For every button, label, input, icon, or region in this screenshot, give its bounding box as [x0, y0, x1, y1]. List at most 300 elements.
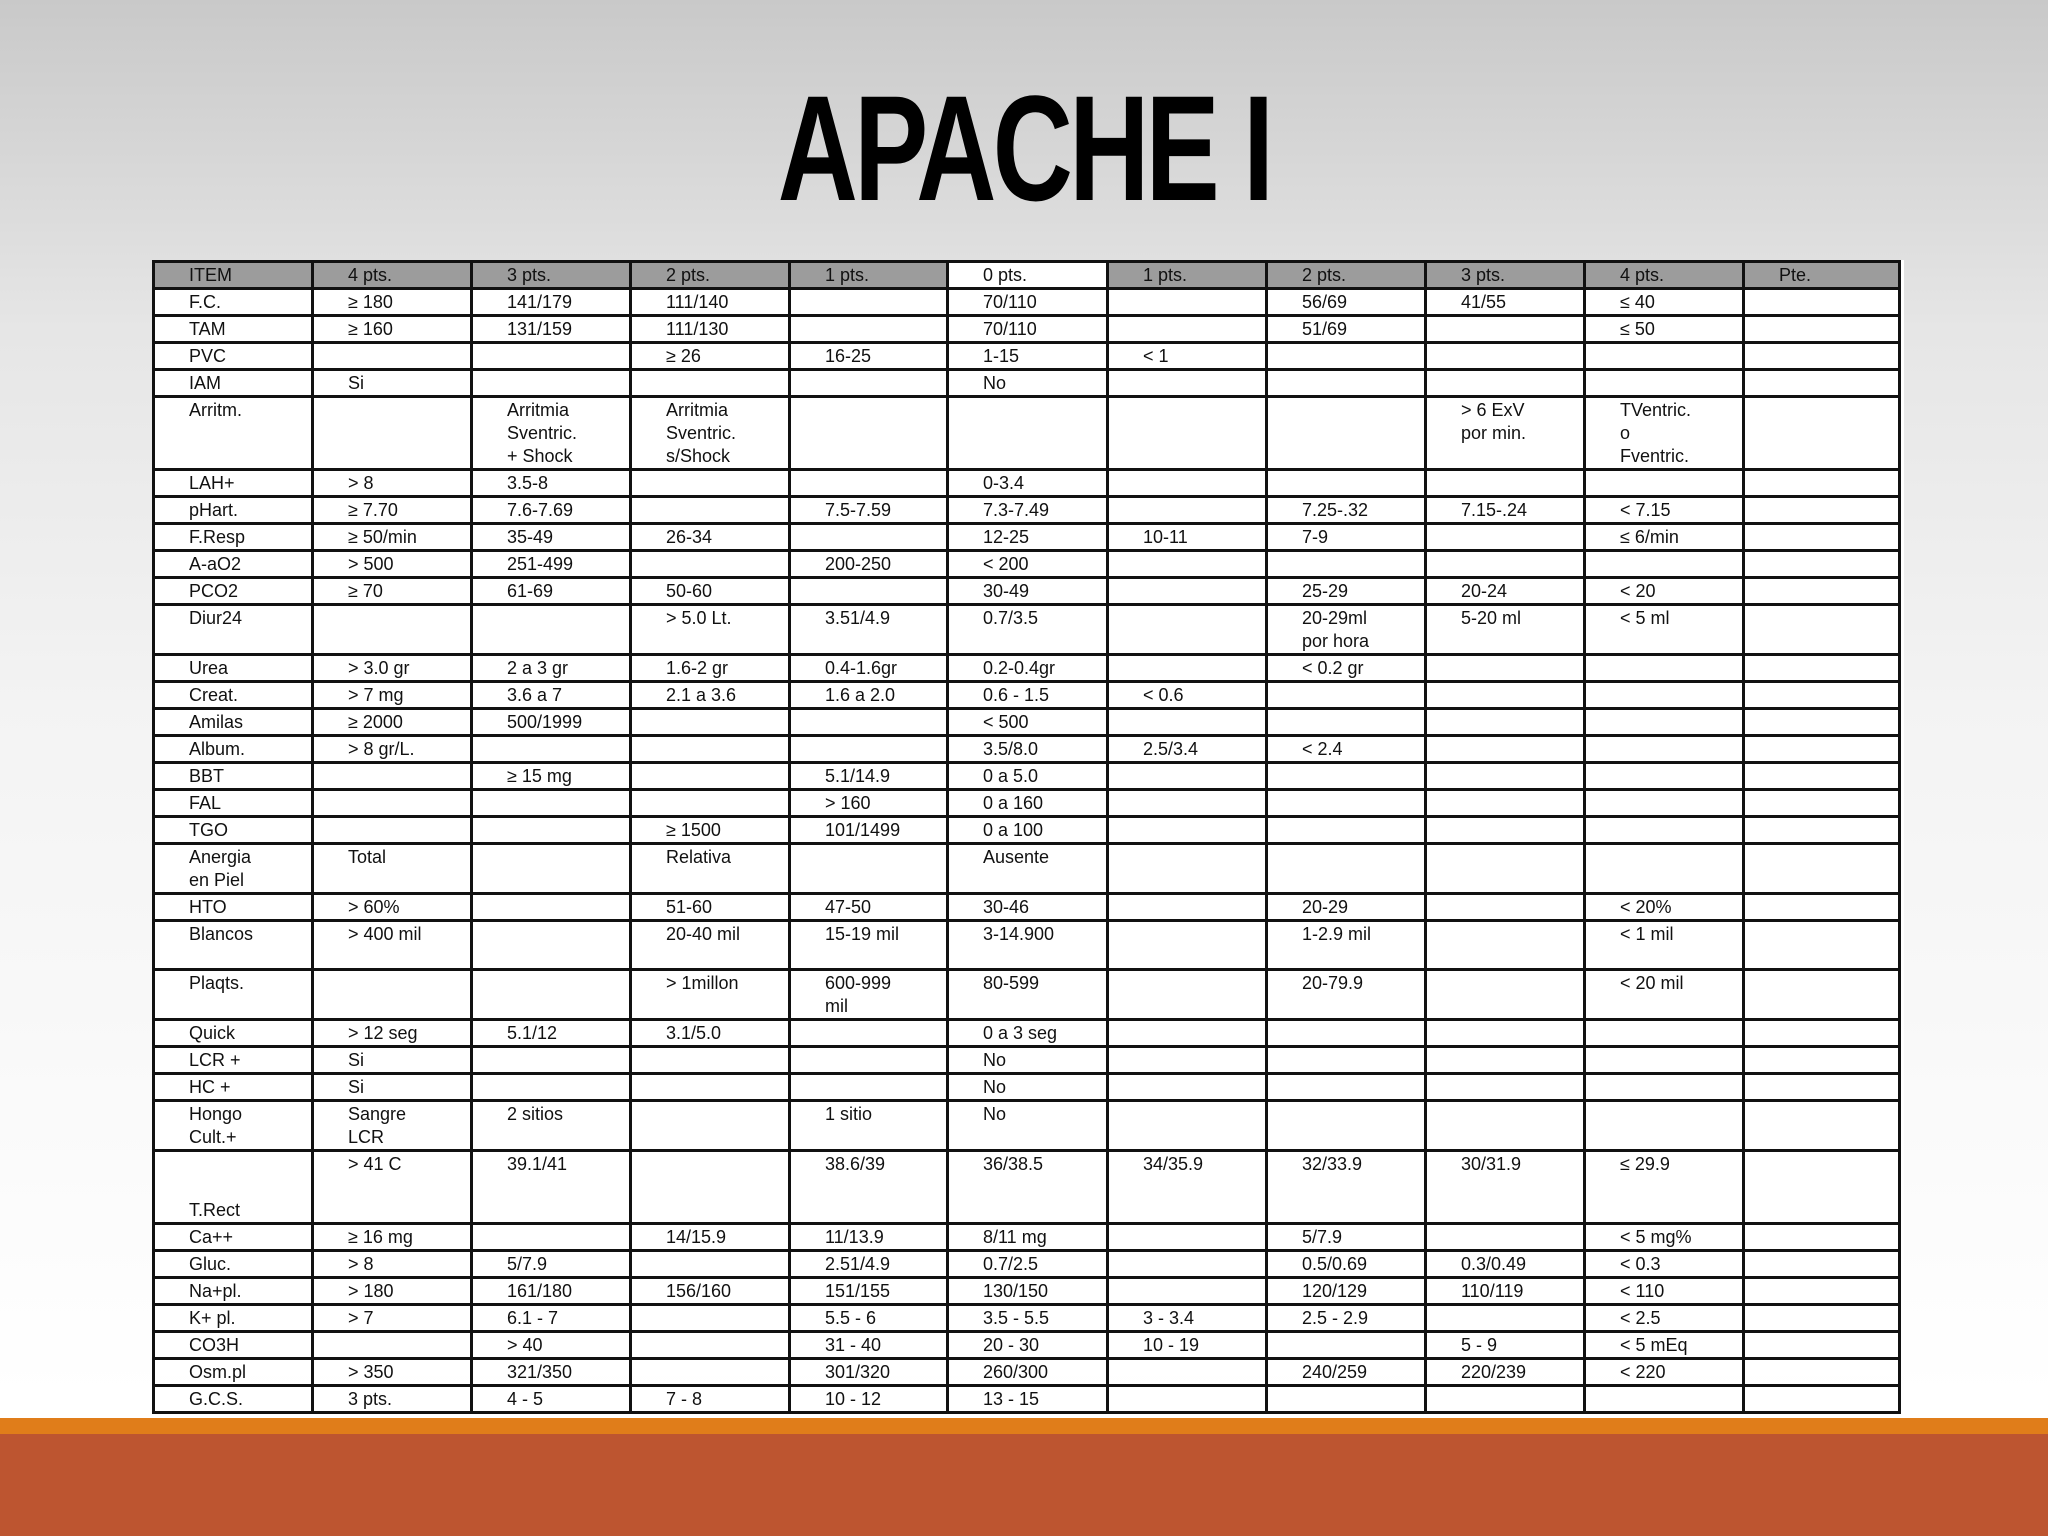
table-cell: 41/55 [1426, 289, 1585, 316]
row-item-label: FAL [154, 790, 313, 817]
table-cell: ≤ 40 [1585, 289, 1744, 316]
table-cell: < 5 mEq [1585, 1332, 1744, 1359]
column-header: 1 pts. [1108, 262, 1267, 289]
table-cell [1108, 709, 1267, 736]
row-item-label: Hongo Cult.+ [154, 1101, 313, 1151]
table-cell [1744, 682, 1900, 709]
table-row [154, 736, 1900, 763]
table-cell: 600-999 mil [790, 970, 948, 1020]
table-cell [472, 736, 631, 763]
row-item-label: TAM [154, 316, 313, 343]
table-cell: > 3.0 gr [313, 655, 472, 682]
table-cell [1426, 316, 1585, 343]
table-cell [1426, 1224, 1585, 1251]
table-cell [1108, 289, 1267, 316]
table-cell: 20-24 [1426, 578, 1585, 605]
slide-title: APACHE I [777, 64, 1271, 232]
table-cell [1585, 551, 1744, 578]
table-cell [1426, 370, 1585, 397]
table-cell: 51-60 [631, 894, 790, 921]
column-header: 1 pts. [790, 262, 948, 289]
table-cell: 10 - 12 [790, 1386, 948, 1413]
table-cell [1585, 470, 1744, 497]
table-cell [1426, 1047, 1585, 1074]
table-cell [1426, 470, 1585, 497]
table-cell [1108, 655, 1267, 682]
table-cell [631, 1359, 790, 1386]
table-cell: 3.51/4.9 [790, 605, 948, 655]
table-cell: 15-19 mil [790, 921, 948, 970]
table-cell [1426, 736, 1585, 763]
table-row [154, 551, 1900, 578]
row-item-label: pHart. [154, 497, 313, 524]
table-row [154, 1020, 1900, 1047]
table-row [154, 1074, 1900, 1101]
table-cell: 50-60 [631, 578, 790, 605]
row-item-label: Ca++ [154, 1224, 313, 1251]
table-cell: Total [313, 844, 472, 894]
column-header: ITEM [154, 262, 313, 289]
table-row [154, 1305, 1900, 1332]
table-cell [1585, 709, 1744, 736]
table-row [154, 894, 1900, 921]
table-cell [472, 370, 631, 397]
table-cell [472, 1224, 631, 1251]
table-cell [1267, 1386, 1426, 1413]
table-cell: ≥ 26 [631, 343, 790, 370]
table-cell [790, 289, 948, 316]
table-cell: 31 - 40 [790, 1332, 948, 1359]
table-cell [1426, 1074, 1585, 1101]
table-cell: 500/1999 [472, 709, 631, 736]
table-cell: 3-14.900 [948, 921, 1108, 970]
table-cell [1585, 682, 1744, 709]
table-cell: 51/69 [1267, 316, 1426, 343]
table-cell: < 7.15 [1585, 497, 1744, 524]
table-cell [1108, 763, 1267, 790]
table-cell: 0 a 3 seg [948, 1020, 1108, 1047]
table-cell: 2 a 3 gr [472, 655, 631, 682]
table-cell: 0 a 5.0 [948, 763, 1108, 790]
table-cell: > 8 [313, 470, 472, 497]
table-cell: ≥ 7.70 [313, 497, 472, 524]
table-cell: ≤ 50 [1585, 316, 1744, 343]
table-cell [1744, 316, 1900, 343]
table-cell: 10-11 [1108, 524, 1267, 551]
table-cell [1267, 682, 1426, 709]
table-cell: > 160 [790, 790, 948, 817]
table-cell [790, 470, 948, 497]
table-cell [1744, 1386, 1900, 1413]
table-cell: 38.6/39 [790, 1151, 948, 1224]
row-item-label: Arritm. [154, 397, 313, 470]
table-cell: > 400 mil [313, 921, 472, 970]
table-cell [790, 370, 948, 397]
table-cell: 5.1/12 [472, 1020, 631, 1047]
table-cell: 130/150 [948, 1278, 1108, 1305]
table-cell [1585, 844, 1744, 894]
table-row [154, 397, 1900, 470]
table-cell [1585, 790, 1744, 817]
table-cell [1426, 682, 1585, 709]
table-cell [1744, 1278, 1900, 1305]
table-cell [1108, 551, 1267, 578]
table-cell: 70/110 [948, 289, 1108, 316]
table-cell [472, 343, 631, 370]
accent-line [0, 1418, 2048, 1434]
table-cell: 220/239 [1426, 1359, 1585, 1386]
table-cell: 101/1499 [790, 817, 948, 844]
table-cell [1744, 1074, 1900, 1101]
table-row [154, 1047, 1900, 1074]
table-cell [1585, 736, 1744, 763]
table-cell: 11/13.9 [790, 1224, 948, 1251]
row-item-label: IAM [154, 370, 313, 397]
table-cell: > 60% [313, 894, 472, 921]
table-cell: 14/15.9 [631, 1224, 790, 1251]
table-cell: 200-250 [790, 551, 948, 578]
column-header: 4 pts. [313, 262, 472, 289]
row-item-label: Diur24 [154, 605, 313, 655]
table-cell: 20-40 mil [631, 921, 790, 970]
table-cell [1744, 1305, 1900, 1332]
table-cell: 321/350 [472, 1359, 631, 1386]
table-cell [1744, 844, 1900, 894]
table-cell [1108, 817, 1267, 844]
table-cell [1744, 1251, 1900, 1278]
table-cell [1744, 470, 1900, 497]
table-cell [1744, 790, 1900, 817]
table-cell: > 1millon [631, 970, 790, 1020]
table-cell [1744, 289, 1900, 316]
row-item-label: CO3H [154, 1332, 313, 1359]
table-cell [1267, 1074, 1426, 1101]
table-cell [1744, 1047, 1900, 1074]
table-cell [1744, 817, 1900, 844]
table-cell: 1-15 [948, 343, 1108, 370]
table-cell: < 2.5 [1585, 1305, 1744, 1332]
table-cell [1585, 817, 1744, 844]
table-cell: > 500 [313, 551, 472, 578]
table-cell [1108, 1386, 1267, 1413]
table-cell [1426, 790, 1585, 817]
table-cell: < 5 ml [1585, 605, 1744, 655]
table-cell [1744, 736, 1900, 763]
table-cell [1108, 894, 1267, 921]
table-cell [1585, 343, 1744, 370]
table-cell [631, 1251, 790, 1278]
table-row [154, 1386, 1900, 1413]
table-cell: 161/180 [472, 1278, 631, 1305]
table-row [154, 921, 1900, 970]
table-cell: 0 a 160 [948, 790, 1108, 817]
row-item-label: Na+pl. [154, 1278, 313, 1305]
table-cell [313, 790, 472, 817]
table-cell [1744, 921, 1900, 970]
table-cell: 1.6-2 gr [631, 655, 790, 682]
table-cell [1744, 397, 1900, 470]
table-cell [1585, 763, 1744, 790]
table-cell [631, 1305, 790, 1332]
table-cell [1267, 370, 1426, 397]
table-cell: 240/259 [1267, 1359, 1426, 1386]
table-cell: 0.7/3.5 [948, 605, 1108, 655]
table-cell [790, 709, 948, 736]
table-cell [1267, 1101, 1426, 1151]
table-cell [1108, 790, 1267, 817]
table-row [154, 817, 1900, 844]
table-cell: < 110 [1585, 1278, 1744, 1305]
table-cell: ≥ 180 [313, 289, 472, 316]
table-cell [1744, 497, 1900, 524]
table-row [154, 605, 1900, 655]
table-cell [472, 894, 631, 921]
table-cell: 20-29 [1267, 894, 1426, 921]
row-item-label: K+ pl. [154, 1305, 313, 1332]
row-item-label: G.C.S. [154, 1386, 313, 1413]
table-cell: 260/300 [948, 1359, 1108, 1386]
table-cell: 0.3/0.49 [1426, 1251, 1585, 1278]
row-item-label: BBT [154, 763, 313, 790]
table-cell [1108, 497, 1267, 524]
table-cell [1585, 1020, 1744, 1047]
table-cell: TVentric. o Fventric. [1585, 397, 1744, 470]
table-row [154, 1278, 1900, 1305]
table-cell [1744, 578, 1900, 605]
row-item-label: LCR + [154, 1047, 313, 1074]
table-cell [790, 316, 948, 343]
table-cell: 0.4-1.6gr [790, 655, 948, 682]
table-cell: 6.1 - 7 [472, 1305, 631, 1332]
table-cell: 4 - 5 [472, 1386, 631, 1413]
table-cell: 7.3-7.49 [948, 497, 1108, 524]
table-cell: 3.5-8 [472, 470, 631, 497]
table-cell [631, 1074, 790, 1101]
table-cell: 2.1 a 3.6 [631, 682, 790, 709]
table-cell: 34/35.9 [1108, 1151, 1267, 1224]
table-cell: 120/129 [1267, 1278, 1426, 1305]
table-cell [790, 844, 948, 894]
table-cell [790, 397, 948, 470]
table-cell [1426, 709, 1585, 736]
table-cell: No [948, 1047, 1108, 1074]
table-cell [631, 470, 790, 497]
table-cell [313, 970, 472, 1020]
table-cell [1585, 655, 1744, 682]
row-item-label: Blancos [154, 921, 313, 970]
table-cell: 5.1/14.9 [790, 763, 948, 790]
table-cell [1108, 1047, 1267, 1074]
table-cell [472, 1047, 631, 1074]
table-cell: 131/159 [472, 316, 631, 343]
table-cell: 7.5-7.59 [790, 497, 948, 524]
footer-bar [0, 1434, 2048, 1536]
table-cell: < 0.6 [1108, 682, 1267, 709]
table-cell: 20-79.9 [1267, 970, 1426, 1020]
table-cell: 8/11 mg [948, 1224, 1108, 1251]
table-cell [1108, 605, 1267, 655]
table-cell: 2.5/3.4 [1108, 736, 1267, 763]
table-cell [1267, 1047, 1426, 1074]
table-cell [790, 1047, 948, 1074]
table-row [154, 844, 1900, 894]
table-cell: 7.6-7.69 [472, 497, 631, 524]
table-cell: 111/130 [631, 316, 790, 343]
table-cell: 10 - 19 [1108, 1332, 1267, 1359]
table-cell: 3.6 a 7 [472, 682, 631, 709]
table-cell [1744, 763, 1900, 790]
table-cell [790, 1074, 948, 1101]
table-cell: 13 - 15 [948, 1386, 1108, 1413]
table-cell [1108, 844, 1267, 894]
table-cell: 3.5 - 5.5 [948, 1305, 1108, 1332]
column-header: 3 pts. [472, 262, 631, 289]
table-cell: 0.7/2.5 [948, 1251, 1108, 1278]
table-cell: 5/7.9 [472, 1251, 631, 1278]
table-cell: < 220 [1585, 1359, 1744, 1386]
table-cell [1267, 709, 1426, 736]
table-cell [1267, 470, 1426, 497]
table-cell: ≤ 6/min [1585, 524, 1744, 551]
table-cell: 5 - 9 [1426, 1332, 1585, 1359]
table-cell: 5-20 ml [1426, 605, 1585, 655]
table-cell [1108, 470, 1267, 497]
table-cell [1267, 763, 1426, 790]
table-cell: > 41 C [313, 1151, 472, 1224]
column-header: Pte. [1744, 262, 1900, 289]
table-cell: > 40 [472, 1332, 631, 1359]
table-cell [313, 605, 472, 655]
table-cell [631, 1151, 790, 1224]
table-cell [790, 736, 948, 763]
row-item-label: Plaqts. [154, 970, 313, 1020]
table-cell [1744, 894, 1900, 921]
table-cell: 47-50 [790, 894, 948, 921]
table-cell [1585, 1074, 1744, 1101]
table-cell [472, 970, 631, 1020]
table-cell [1426, 763, 1585, 790]
table-cell: ≥ 160 [313, 316, 472, 343]
table-cell: 156/160 [631, 1278, 790, 1305]
row-item-label: HC + [154, 1074, 313, 1101]
row-item-label: HTO [154, 894, 313, 921]
table-cell: Sangre LCR [313, 1101, 472, 1151]
table-cell: 7.25-.32 [1267, 497, 1426, 524]
table-cell: 110/119 [1426, 1278, 1585, 1305]
table-cell: > 8 gr/L. [313, 736, 472, 763]
table-cell [1744, 370, 1900, 397]
table-cell: 25-29 [1267, 578, 1426, 605]
table-row [154, 682, 1900, 709]
table-row [154, 1332, 1900, 1359]
table-cell: 7-9 [1267, 524, 1426, 551]
table-cell: 0 a 100 [948, 817, 1108, 844]
table-cell: Si [313, 1047, 472, 1074]
table-cell: < 5 mg% [1585, 1224, 1744, 1251]
table-cell: 301/320 [790, 1359, 948, 1386]
table-cell [1744, 1020, 1900, 1047]
row-item-label: F.Resp [154, 524, 313, 551]
table-cell: 20-29ml por hora [1267, 605, 1426, 655]
table-cell [472, 817, 631, 844]
table-cell: 0.5/0.69 [1267, 1251, 1426, 1278]
table-cell: 251-499 [472, 551, 631, 578]
table-cell: Arritmia Sventric. s/Shock [631, 397, 790, 470]
column-header: 3 pts. [1426, 262, 1585, 289]
table-cell [1426, 817, 1585, 844]
table-cell [1744, 1151, 1900, 1224]
table-cell: ≥ 15 mg [472, 763, 631, 790]
column-header: 2 pts. [1267, 262, 1426, 289]
row-item-label: Osm.pl [154, 1359, 313, 1386]
table-cell [1267, 1020, 1426, 1047]
table-cell [313, 397, 472, 470]
table-cell: 141/179 [472, 289, 631, 316]
table-cell: > 8 [313, 1251, 472, 1278]
table-cell: No [948, 1074, 1108, 1101]
table-cell: ≥ 70 [313, 578, 472, 605]
table-cell [790, 578, 948, 605]
table-cell: > 180 [313, 1278, 472, 1305]
column-header: 0 pts. [948, 262, 1108, 289]
table-cell [1426, 894, 1585, 921]
table-cell [1426, 655, 1585, 682]
table-row [154, 1251, 1900, 1278]
table-cell [1585, 1101, 1744, 1151]
table-cell [631, 1101, 790, 1151]
table-cell: 16-25 [790, 343, 948, 370]
table-cell: 3 - 3.4 [1108, 1305, 1267, 1332]
table-row [154, 524, 1900, 551]
table-cell [1744, 1359, 1900, 1386]
table-cell [1585, 1386, 1744, 1413]
row-item-label: A-aO2 [154, 551, 313, 578]
table-row [154, 709, 1900, 736]
table-row [154, 763, 1900, 790]
table-cell [1108, 1101, 1267, 1151]
table-row [154, 1101, 1900, 1151]
table-cell [631, 370, 790, 397]
table-cell [1108, 1251, 1267, 1278]
row-item-label: Creat. [154, 682, 313, 709]
table-cell [1108, 1224, 1267, 1251]
table-cell [1267, 397, 1426, 470]
table-cell: 30/31.9 [1426, 1151, 1585, 1224]
table-cell [1108, 370, 1267, 397]
table-cell [631, 497, 790, 524]
table-cell: 12-25 [948, 524, 1108, 551]
table-cell [313, 817, 472, 844]
row-item-label: Anergia en Piel [154, 844, 313, 894]
table-cell: 35-49 [472, 524, 631, 551]
table-cell [631, 709, 790, 736]
table-cell: 2.51/4.9 [790, 1251, 948, 1278]
table-cell [313, 1332, 472, 1359]
table-cell: > 5.0 Lt. [631, 605, 790, 655]
table-cell: No [948, 1101, 1108, 1151]
row-item-label: Album. [154, 736, 313, 763]
row-item-label: PVC [154, 343, 313, 370]
table-cell [472, 844, 631, 894]
table-cell: 61-69 [472, 578, 631, 605]
table-cell: > 12 seg [313, 1020, 472, 1047]
row-item-label: T.Rect [154, 1151, 313, 1224]
table-cell [1267, 790, 1426, 817]
table-cell: < 0.2 gr [1267, 655, 1426, 682]
table-cell: < 1 mil [1585, 921, 1744, 970]
table-row [154, 1224, 1900, 1251]
row-item-label: Urea [154, 655, 313, 682]
